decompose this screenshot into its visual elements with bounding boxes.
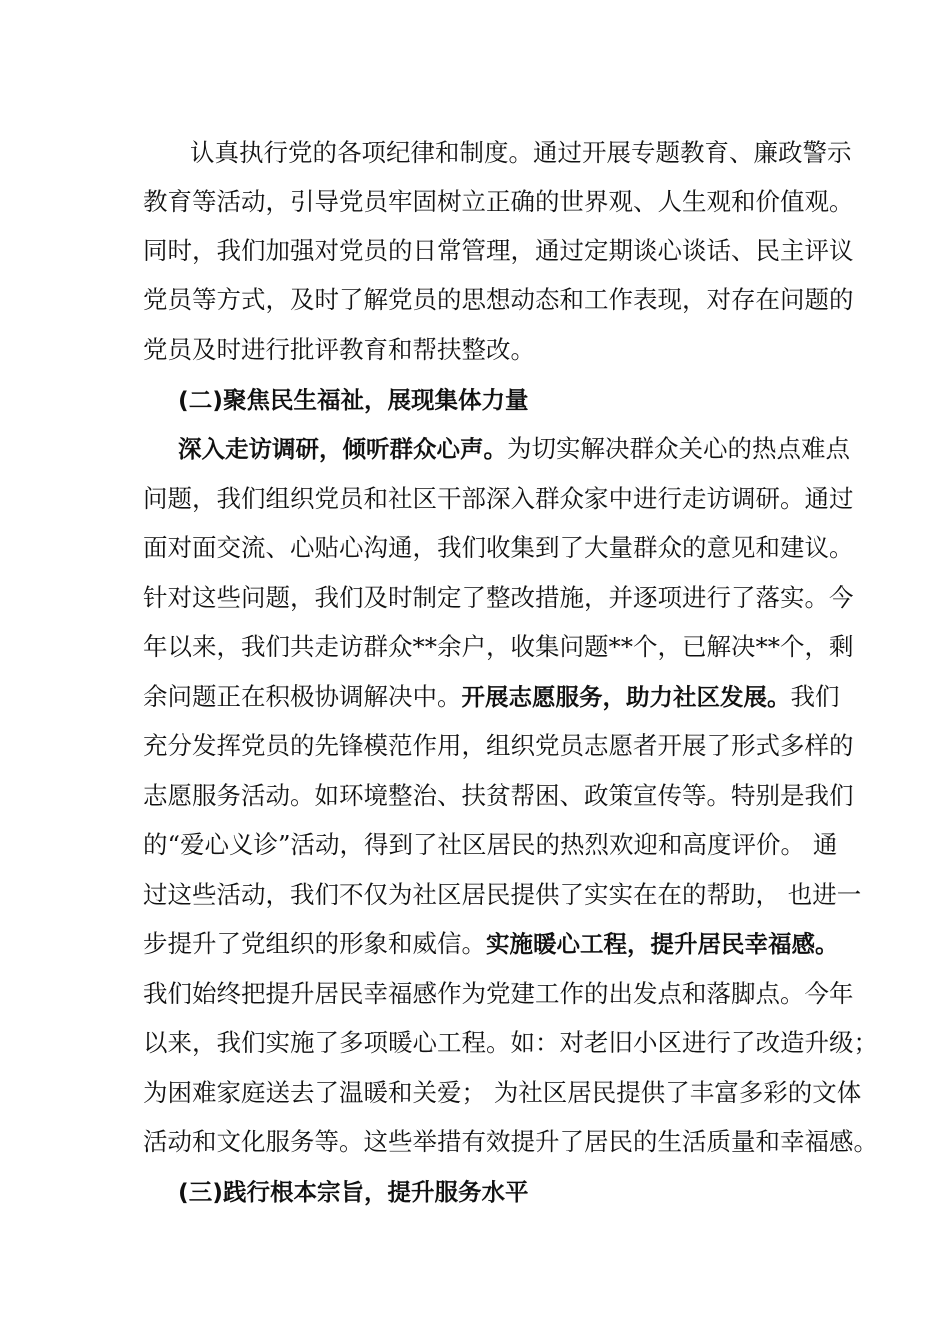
inline-bold-lead: 深入走访调研，倾听群众心声。 bbox=[178, 435, 507, 463]
inline-text: 为切实解决群众关心的热点难点 bbox=[507, 434, 850, 463]
paragraph-line bbox=[178, 434, 858, 464]
paragraph-line: 面对面交流、心贴心沟通，我们收集到了大量群众的意见和建议。 bbox=[143, 533, 854, 562]
paragraph-line: 同时，我们加强对党员的日常管理，通过定期谈心谈话、民主评议 bbox=[143, 236, 854, 265]
paragraph-line: 针对这些问题，我们及时制定了整改措施，并逐项进行了落实。今 bbox=[143, 583, 854, 612]
paragraph-line: 党员等方式，及时了解党员的思想动态和工作表现，对存在问题的 bbox=[143, 285, 854, 314]
inline-bold-lead: 实施暖心工程，提升居民幸福感。 bbox=[486, 930, 839, 958]
paragraph-line: 党员及时进行批评教育和帮扶整改。 bbox=[143, 335, 535, 364]
paragraph-line: 年以来，我们共走访群众**余户，收集问题**个，已解决**个，剩 bbox=[143, 632, 854, 661]
paragraph-line bbox=[143, 682, 840, 712]
paragraph-line: 充分发挥党员的先锋模范作用，组织党员志愿者开展了形式多样的 bbox=[143, 731, 854, 760]
inline-text: 步提升了党组织的形象和威信。 bbox=[143, 929, 486, 958]
section-heading: (三)践行根本宗旨，提升服务水平 bbox=[178, 1178, 529, 1206]
paragraph-line: 为困难家庭送去了温暖和关爱； 为社区居民提供了丰富多彩的文体 bbox=[143, 1078, 862, 1107]
section-heading: (二)聚焦民生福祉，展现集体力量 bbox=[178, 386, 529, 414]
inline-text: 余问题正在积极协调解决中。 bbox=[143, 682, 462, 711]
paragraph-line: 问题，我们组织党员和社区干部深入群众家中进行走访调研。通过 bbox=[143, 484, 854, 513]
paragraph-line: 志愿服务活动。如环境整治、扶贫帮困、政策宣传等。特别是我们 bbox=[143, 781, 854, 810]
inline-bold-lead: 开展志愿服务，助力社区发展。 bbox=[461, 683, 791, 711]
paragraph-line: 教育等活动，引导党员牢固树立正确的世界观、人生观和价值观。 bbox=[143, 187, 854, 216]
paragraph-line: 我们始终把提升居民幸福感作为党建工作的出发点和落脚点。今年 bbox=[143, 979, 854, 1008]
paragraph-line: 活动和文化服务等。这些举措有效提升了居民的生活质量和幸福感。 bbox=[143, 1127, 878, 1156]
paragraph-line: 以来，我们实施了多项暖心工程。如：对老旧小区进行了改造升级； bbox=[143, 1028, 878, 1057]
inline-text: 我们 bbox=[790, 682, 840, 711]
paragraph-line: 的“爱心义诊”活动，得到了社区居民的热烈欢迎和高度评价。 通 bbox=[143, 830, 838, 859]
paragraph-line bbox=[143, 929, 839, 959]
paragraph-line: 认真执行党的各项纪律和制度。通过开展专题教育、廉政警示 bbox=[190, 138, 852, 167]
paragraph-line: 过这些活动，我们不仅为社区居民提供了实实在在的帮助， 也进一 bbox=[143, 880, 862, 909]
